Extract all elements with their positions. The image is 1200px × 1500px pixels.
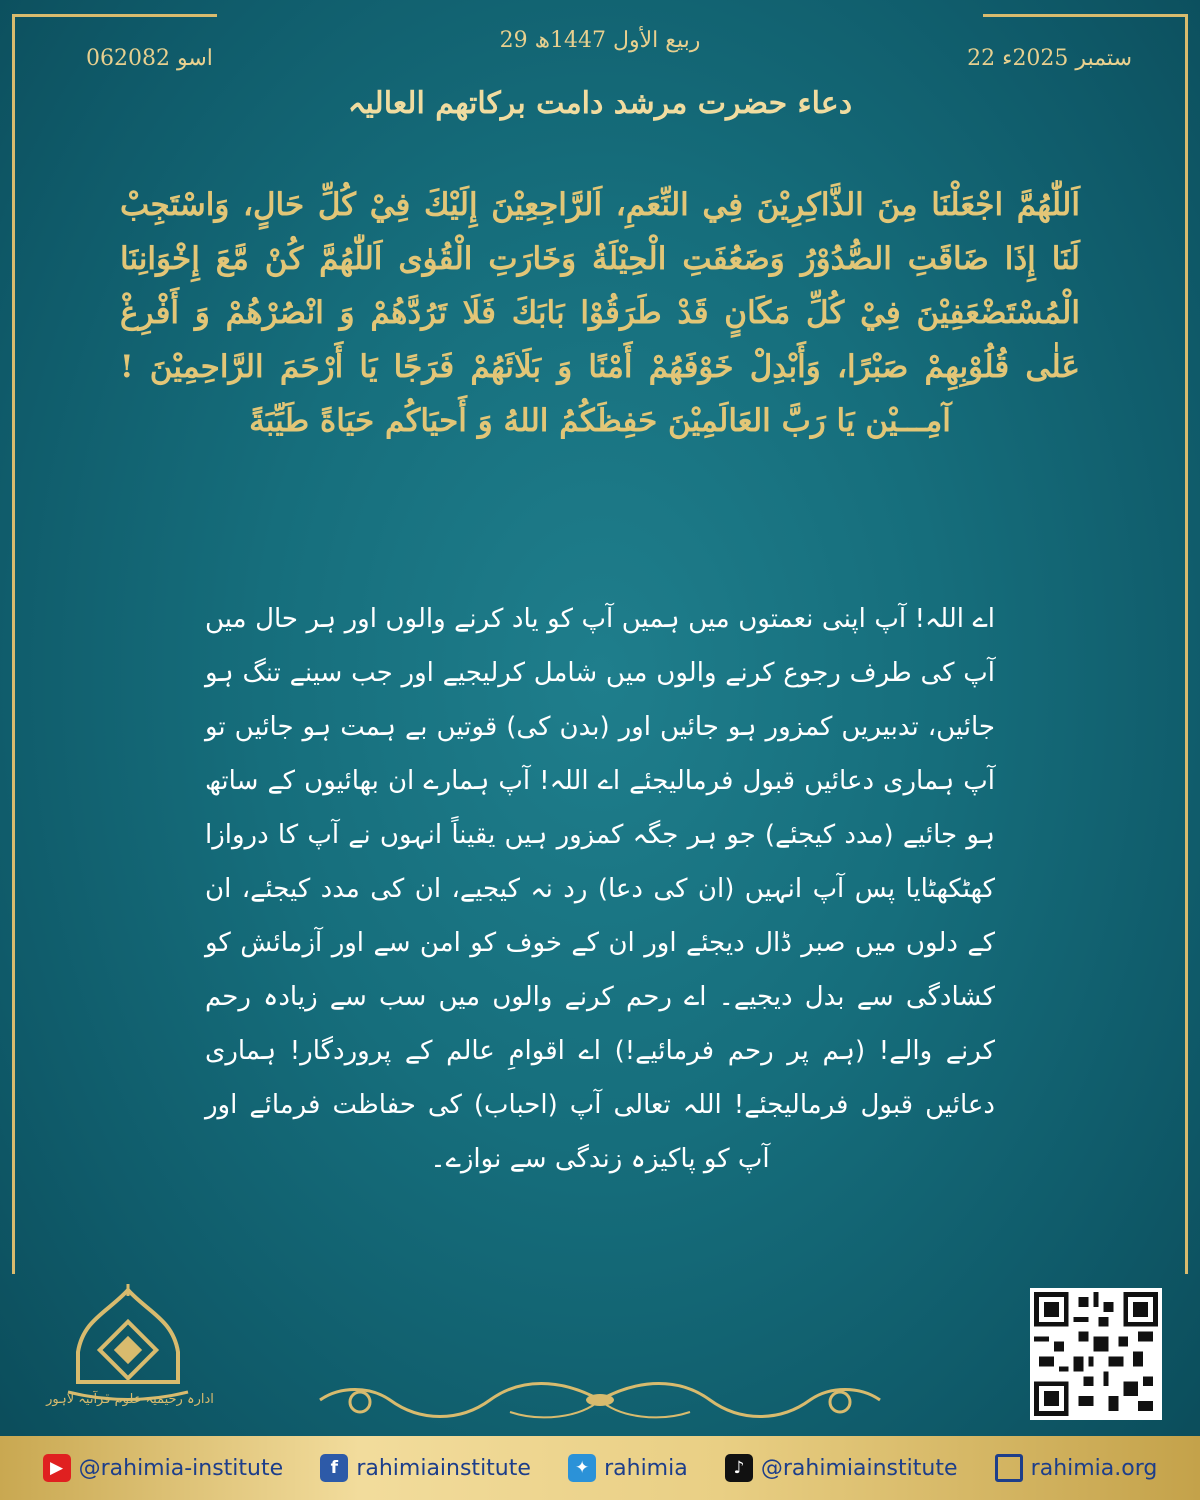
twitter-handle: rahimia [604,1455,688,1481]
youtube-link[interactable] [43,1454,284,1482]
logo-subtitle: ادارہ رحیمیہ علوم قرآنیہ لاہور [46,1392,214,1407]
tiktok-handle: @rahimiainstitute [760,1455,958,1481]
youtube-icon: ▶ [43,1454,71,1482]
gregorian-date: 22 ستمبر 2025ء [967,46,1132,71]
decorative-ornament [300,1368,900,1432]
tiktok-link[interactable] [725,1454,958,1482]
website-url: rahimia.org [1030,1455,1158,1481]
tiktok-icon: ♪ [725,1454,753,1482]
hijri-date: 29 ربیع الأول 1447ھ [499,28,701,53]
website-icon [995,1454,1023,1482]
rahimia-logo [38,1282,218,1432]
website-link[interactable] [995,1454,1158,1482]
twitter-link[interactable] [568,1454,688,1482]
bikrami-date: 06اسو 2082 [86,46,213,71]
urdu-translation-text: اے اللہ! آپ اپنی نعمتوں میں ہمیں آپ کو یاد کرنے والوں اور ہر حال میں آپ کی طرف رجوع کرنے والوں میں شامل کرلیجیے اور جب سینے تنگ ہو جائیں، تدبیریں کمزور ہو جائیں اور (بدن کی) قوتیں بے ہمت ہو جائیں تو آپ ہماری دعائیں قبول فرمالیجئے اے اللہ! آپ ہمارے ان بھائیوں کے ساتھ ہو جائیے (مدد کیجئے) جو ہر جگہ کمزور ہیں یقیناً انہوں نے آپ کا دروازا کھٹکھٹایا پس آپ انہیں (ان کی دعا) رد نہ کیجیے، ان کی مدد کیجئے، ان کے دلوں میں صبر ڈال دیجئے اور ان کے خوف کو امن سے اور آزمائش کو کشادگی سے بدل دیجیے۔ اے رحم کرنے والوں میں سب سے زیادہ رحم کرنے والے! (ہم پر رحم فرمائیے!) اے اقوامِ عالم کے پروردگار! ہماری دعائیں قبول فرمالیجئے! اللہ تعالی آپ (احباب) کی حفاظت فرمائے اور آپ کو پاکیزہ زندگی سے نوازے۔ [205,604,995,1174]
youtube-handle: @rahimia-institute [78,1455,284,1481]
social-footer [0,1436,1200,1500]
facebook-link[interactable] [320,1454,531,1482]
qr-code[interactable] [1030,1288,1162,1420]
arabic-dua-text: اَللّٰهُمَّ اجْعَلْنَا مِنَ الذَّاكِرِيْنَ فِي النِّعَمِ، اَلرَّاجِعِيْنَ إِلَيْكَ فِيْ كُلِّ حَالٍ، وَاسْتَجِبْ لَنَا إِذَا ضَاقَتِ الصُّدُوْرُ وَضَعُفَتِ الْحِيْلَةُ وَخَارَتِ الْقُوٰى اَللّٰهُمَّ كُنْ مَّعَ إِخْوَانِنَا الْمُسْتَضْعَفِيْنَ فِيْ كُلِّ مَكَانٍ قَدْ طَرَقُوْا بَابَكَ فَلَا تَرُدَّهُمْ وَ انْصُرْهُمْ وَ أَفْرِغْ عَلٰى قُلُوْبِهِمْ صَبْرًا، وَأَبْدِلْ خَوْفَهُمْ أَمْنًا وَ بَلَائَهُمْ فَرَجًا يَا أَرْحَمَ الرَّاحِمِيْنَ ! آمِـــيْن يَا رَبَّ العَالَمِيْنَ حَفِظَكُمُ اللهُ وَ أَحيَاكُم حَيَاةً طَيِّبَةً [120,187,1080,439]
facebook-handle: rahimiainstitute [356,1455,531,1481]
twitter-icon: ✦ [568,1454,596,1482]
page-title: دعاء حضرت مرشد دامت برکاتھم العالیہ [347,86,853,121]
facebook-icon: f [320,1454,348,1482]
